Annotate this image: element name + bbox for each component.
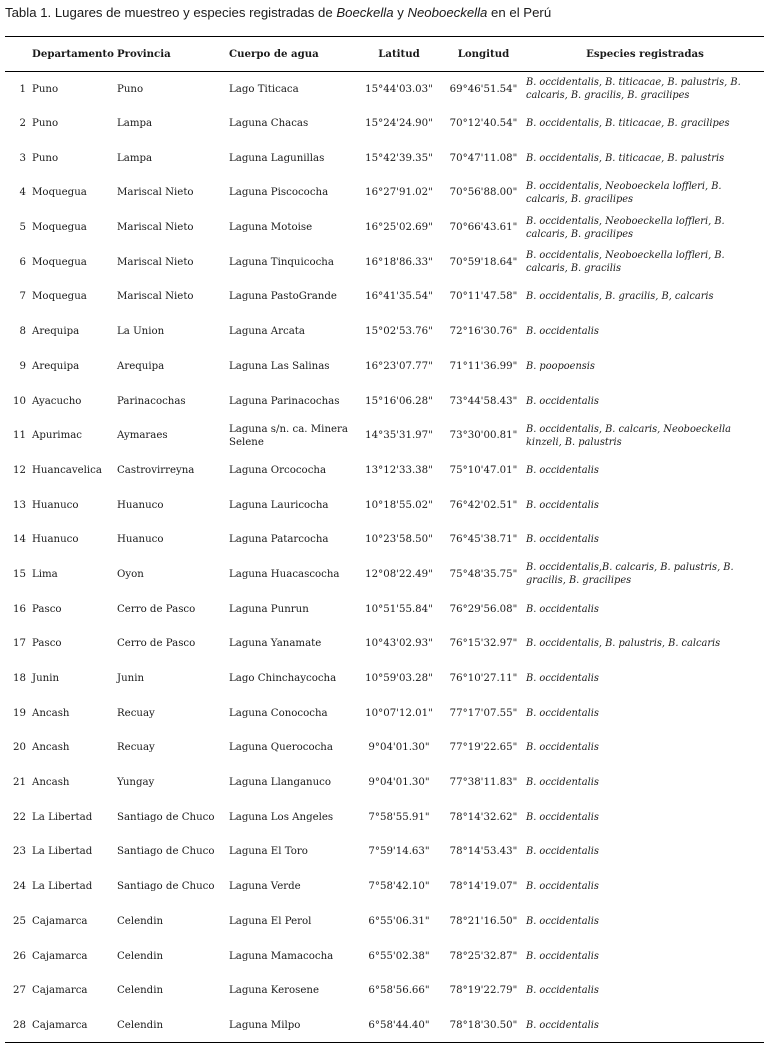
cell-latitud: 6°55'06.31" bbox=[368, 915, 430, 927]
header-longitud: Longitud bbox=[441, 37, 526, 72]
cell-latitud: 14°35'31.97" bbox=[365, 430, 433, 442]
cell-latitud: 15°42'39.35" bbox=[365, 152, 433, 164]
cell-longitud: 77°19'22.65" bbox=[449, 742, 518, 754]
cell-cuerpo-de-agua: Laguna Piscococha bbox=[229, 187, 329, 199]
cell-departamento: Cajamarca bbox=[32, 915, 88, 927]
cell-especies: B. occidentalis bbox=[526, 603, 599, 615]
cell-longitud: 76°10'27.11" bbox=[449, 673, 518, 685]
table-row bbox=[5, 210, 764, 245]
cell-provincia: Celendin bbox=[117, 950, 164, 962]
cell-longitud: 73°44'58.43" bbox=[449, 395, 518, 407]
cell-especies: B. occidentalis bbox=[526, 707, 599, 719]
cell-cuerpo-de-agua: Laguna Arcata bbox=[229, 326, 305, 338]
cell-number: 22 bbox=[13, 811, 26, 823]
cell-especies: B. occidentalis, B. titicacae, B. gracilipes bbox=[526, 118, 730, 130]
cell-departamento: Junin bbox=[32, 673, 60, 685]
cell-latitud: 10°51'55.84" bbox=[365, 603, 433, 615]
cell-cuerpo-de-agua: Laguna El Toro bbox=[229, 846, 308, 858]
cell-number: 6 bbox=[19, 256, 26, 268]
cell-especies: B. occidentalis,B. calcaris, B. palustris, B. gracilis, B. gracilipes bbox=[526, 562, 734, 587]
table-body bbox=[5, 72, 764, 1043]
cell-cuerpo-de-agua: Laguna Los Angeles bbox=[229, 811, 334, 823]
cell-number: 24 bbox=[13, 881, 26, 893]
cell-cuerpo-de-agua: Laguna Motoise bbox=[229, 222, 313, 234]
cell-especies: B. occidentalis bbox=[526, 1008, 764, 1043]
cell-latitud: 7°58'42.10" bbox=[368, 881, 430, 893]
caption-genus-neoboeckella: Neoboeckella bbox=[407, 5, 488, 20]
cell-latitud: 13°12'33.38" bbox=[365, 464, 433, 476]
table-row bbox=[5, 141, 764, 176]
cell-especies: B. occidentalis bbox=[526, 881, 599, 893]
cell-cuerpo-de-agua: Laguna Mamacocha bbox=[229, 950, 334, 962]
cell-departamento: Pasco bbox=[32, 603, 62, 615]
cell-latitud: 7°58'55.91" bbox=[368, 811, 430, 823]
table-row bbox=[5, 453, 764, 488]
cell-longitud: 70°11'47.58" bbox=[449, 291, 518, 303]
cell-cuerpo-de-agua: Laguna Las Salinas bbox=[229, 360, 330, 372]
cell-provincia: Castrovirreyna bbox=[117, 464, 195, 476]
cell-departamento: Pasco bbox=[32, 638, 62, 650]
cell-departamento: Apurimac bbox=[32, 430, 83, 442]
cell-especies: B. occidentalis, Neoboeckella loffleri, B. calcaris, B. gracilis bbox=[526, 250, 725, 275]
cell-especies: B. occidentalis bbox=[526, 846, 599, 858]
cell-provincia: Lampa bbox=[117, 152, 153, 164]
cell-number: 25 bbox=[13, 915, 26, 927]
cell-cuerpo-de-agua: Laguna s/n. ca. Minera Selene bbox=[229, 423, 348, 448]
cell-longitud: 78°21'16.50" bbox=[449, 915, 518, 927]
cell-longitud: 78°18'30.50" bbox=[441, 1008, 526, 1043]
cell-departamento: La Libertad bbox=[32, 846, 93, 858]
cell-provincia: Santiago de Chuco bbox=[117, 881, 215, 893]
cell-departamento: Moquegua bbox=[32, 291, 87, 303]
cell-departamento: Moquegua bbox=[32, 187, 87, 199]
cell-provincia: Celendin bbox=[117, 1008, 229, 1043]
cell-cuerpo-de-agua: Laguna Kerosene bbox=[229, 985, 320, 997]
header-cuerpo-de-agua: Cuerpo de agua bbox=[229, 37, 357, 72]
cell-number: 26 bbox=[13, 950, 26, 962]
table-row bbox=[5, 661, 764, 696]
cell-provincia: Cerro de Pasco bbox=[117, 603, 196, 615]
cell-departamento: Cajamarca bbox=[32, 985, 88, 997]
cell-cuerpo-de-agua: Laguna El Perol bbox=[229, 915, 312, 927]
cell-latitud: 16°41'35.54" bbox=[365, 291, 433, 303]
cell-provincia: Parinacochas bbox=[117, 395, 186, 407]
table-row bbox=[5, 973, 764, 1008]
cell-departamento: Puno bbox=[32, 83, 59, 95]
cell-cuerpo-de-agua: Laguna Patarcocha bbox=[229, 534, 329, 546]
cell-number: 18 bbox=[13, 673, 26, 685]
cell-cuerpo-de-agua: Laguna Chacas bbox=[229, 118, 309, 130]
cell-provincia: Aymaraes bbox=[117, 430, 168, 442]
cell-provincia: Puno bbox=[117, 83, 144, 95]
table-row bbox=[5, 696, 764, 731]
table-row bbox=[5, 106, 764, 141]
header-num bbox=[5, 37, 32, 72]
table-row bbox=[5, 522, 764, 557]
cell-longitud: 70°66'43.61" bbox=[449, 222, 518, 234]
cell-cuerpo-de-agua: Lago Chinchaycocha bbox=[229, 673, 337, 685]
cell-number: 28 bbox=[5, 1008, 32, 1043]
caption-prefix: Tabla 1. Lugares de muestreo y especies registradas de bbox=[5, 5, 337, 20]
cell-cuerpo-de-agua: Laguna Huacascocha bbox=[229, 568, 340, 580]
cell-departamento: Cajamarca bbox=[32, 950, 88, 962]
table-row bbox=[5, 418, 764, 453]
cell-provincia: Oyon bbox=[117, 568, 144, 580]
table-row bbox=[5, 627, 764, 662]
cell-longitud: 69°46'51.54" bbox=[449, 83, 518, 95]
caption-genus-boeckella: Boeckella bbox=[336, 5, 394, 20]
cell-especies: B. occidentalis, Neoboeckela loffleri, B. calcaris, B. gracilipes bbox=[526, 180, 722, 205]
cell-departamento: La Libertad bbox=[32, 881, 93, 893]
cell-longitud: 77°17'07.55" bbox=[449, 707, 518, 719]
cell-cuerpo-de-agua: Laguna Verde bbox=[229, 881, 301, 893]
cell-number: 7 bbox=[19, 291, 26, 303]
cell-number: 13 bbox=[13, 499, 26, 511]
cell-longitud: 76°29'56.08" bbox=[449, 603, 518, 615]
cell-number: 8 bbox=[19, 326, 26, 338]
cell-longitud: 70°12'40.54" bbox=[449, 118, 518, 130]
cell-number: 9 bbox=[19, 360, 26, 372]
cell-provincia: Recuay bbox=[117, 707, 155, 719]
cell-latitud: 6°58'44.40" bbox=[357, 1008, 441, 1043]
cell-departamento: Arequipa bbox=[32, 360, 80, 372]
cell-latitud: 6°55'02.38" bbox=[368, 950, 430, 962]
cell-latitud: 10°59'03.28" bbox=[365, 673, 433, 685]
cell-especies: B. occidentalis bbox=[526, 534, 599, 546]
cell-number: 12 bbox=[13, 464, 26, 476]
cell-especies: B. occidentalis bbox=[526, 326, 599, 338]
cell-number: 15 bbox=[13, 568, 26, 580]
cell-longitud: 78°25'32.87" bbox=[449, 950, 518, 962]
table-row bbox=[5, 939, 764, 974]
cell-latitud: 15°02'53.76" bbox=[365, 326, 433, 338]
table-row bbox=[5, 176, 764, 211]
cell-departamento: Moquegua bbox=[32, 256, 87, 268]
cell-number: 16 bbox=[13, 603, 26, 615]
cell-cuerpo-de-agua: Laguna Lagunillas bbox=[229, 152, 325, 164]
cell-especies: B. occidentalis bbox=[526, 499, 599, 511]
cell-departamento: Ancash bbox=[32, 707, 70, 719]
cell-longitud: 76°45'38.71" bbox=[449, 534, 518, 546]
sampling-sites-table bbox=[5, 36, 764, 1043]
cell-departamento: Puno bbox=[32, 152, 59, 164]
caption-suffix: en el Perú bbox=[487, 5, 552, 20]
cell-provincia: Celendin bbox=[117, 985, 164, 997]
cell-departamento: Ayacucho bbox=[32, 395, 82, 407]
cell-longitud: 78°14'19.07" bbox=[449, 881, 518, 893]
cell-longitud: 76°15'32.97" bbox=[449, 638, 518, 650]
table-row bbox=[5, 731, 764, 766]
cell-especies: B. occidentalis bbox=[526, 395, 599, 407]
table-row bbox=[5, 765, 764, 800]
cell-especies: B. occidentalis, B. gracilis, B, calcaris bbox=[526, 291, 714, 303]
cell-departamento: Puno bbox=[32, 118, 59, 130]
cell-number: 20 bbox=[13, 742, 26, 754]
cell-latitud: 15°16'06.28" bbox=[365, 395, 433, 407]
cell-provincia: Mariscal Nieto bbox=[117, 187, 194, 199]
cell-provincia: Mariscal Nieto bbox=[117, 291, 194, 303]
cell-provincia: Santiago de Chuco bbox=[117, 846, 215, 858]
cell-cuerpo-de-agua: Laguna Querococha bbox=[229, 742, 333, 754]
header-especies: Especies registradas bbox=[526, 37, 764, 72]
cell-longitud: 77°38'11.83" bbox=[449, 777, 518, 789]
table-row bbox=[5, 349, 764, 384]
cell-number: 14 bbox=[13, 534, 26, 546]
cell-latitud: 10°23'58.50" bbox=[365, 534, 433, 546]
cell-provincia: Lampa bbox=[117, 118, 153, 130]
cell-provincia: Arequipa bbox=[117, 360, 165, 372]
cell-latitud: 15°24'24.90" bbox=[365, 118, 433, 130]
cell-number: 19 bbox=[13, 707, 26, 719]
cell-number: 1 bbox=[19, 83, 26, 95]
cell-latitud: 6°58'56.66" bbox=[368, 985, 430, 997]
cell-provincia: Huanuco bbox=[117, 499, 164, 511]
cell-latitud: 12°08'22.49" bbox=[365, 568, 433, 580]
table-row bbox=[5, 314, 764, 349]
cell-latitud: 7°59'14.63" bbox=[368, 846, 430, 858]
cell-latitud: 16°23'07.77" bbox=[365, 360, 433, 372]
cell-provincia: Mariscal Nieto bbox=[117, 256, 194, 268]
cell-cuerpo-de-agua: Laguna Parinacochas bbox=[229, 395, 340, 407]
cell-especies: B. occidentalis bbox=[526, 464, 599, 476]
cell-longitud: 73°30'00.81" bbox=[449, 430, 518, 442]
cell-longitud: 75°10'47.01" bbox=[449, 464, 518, 476]
cell-especies: B. occidentalis, Neoboeckella loffleri, B. calcaris, B. gracilipes bbox=[526, 215, 725, 240]
cell-latitud: 16°18'86.33" bbox=[365, 256, 433, 268]
cell-especies: B. occidentalis bbox=[526, 985, 599, 997]
cell-especies: B. occidentalis, B. titicacae, B. palustris bbox=[526, 152, 725, 164]
cell-provincia: Mariscal Nieto bbox=[117, 222, 194, 234]
cell-longitud: 72°16'30.76" bbox=[449, 326, 518, 338]
cell-longitud: 76°42'02.51" bbox=[449, 499, 518, 511]
cell-provincia: Cerro de Pasco bbox=[117, 638, 196, 650]
cell-latitud: 9°04'01.30" bbox=[368, 742, 430, 754]
cell-cuerpo-de-agua: Laguna Lauricocha bbox=[229, 499, 329, 511]
cell-number: 23 bbox=[13, 846, 26, 858]
cell-especies: B. occidentalis bbox=[526, 950, 599, 962]
table-row bbox=[5, 1008, 764, 1043]
cell-latitud: 10°07'12.01" bbox=[365, 707, 433, 719]
cell-number: 5 bbox=[19, 222, 26, 234]
header-provincia: Provincia bbox=[117, 37, 229, 72]
cell-especies: B. occidentalis, B. calcaris, Neoboeckella kinzeli, B. palustris bbox=[526, 423, 731, 448]
cell-departamento: Lima bbox=[32, 568, 58, 580]
cell-latitud: 15°44'03.03" bbox=[365, 83, 433, 95]
cell-especies: B. occidentalis bbox=[526, 811, 599, 823]
cell-provincia: Junin bbox=[117, 673, 145, 685]
cell-cuerpo-de-agua: Laguna PastoGrande bbox=[229, 291, 337, 303]
table-row bbox=[5, 904, 764, 939]
table-header-row bbox=[5, 37, 764, 72]
cell-longitud: 78°19'22.79" bbox=[449, 985, 518, 997]
cell-latitud: 16°25'02.69" bbox=[365, 222, 433, 234]
cell-cuerpo-de-agua: Laguna Yanamate bbox=[229, 638, 322, 650]
cell-cuerpo-de-agua: Laguna Orcococha bbox=[229, 464, 327, 476]
cell-latitud: 10°43'02.93" bbox=[365, 638, 433, 650]
cell-cuerpo-de-agua: Laguna Tinquicocha bbox=[229, 256, 334, 268]
cell-number: 4 bbox=[19, 187, 26, 199]
cell-provincia: Huanuco bbox=[117, 534, 164, 546]
cell-especies: B. poopoensis bbox=[526, 360, 595, 372]
cell-departamento: Cajamarca bbox=[32, 1008, 117, 1043]
cell-provincia: Santiago de Chuco bbox=[117, 811, 215, 823]
cell-number: 17 bbox=[13, 638, 26, 650]
header-departamento: Departamento bbox=[32, 37, 117, 72]
cell-number: 3 bbox=[19, 152, 26, 164]
cell-longitud: 71°11'36.99" bbox=[449, 360, 518, 372]
cell-longitud: 78°14'53.43" bbox=[449, 846, 518, 858]
cell-cuerpo-de-agua: Lago Titicaca bbox=[229, 83, 299, 95]
cell-especies: B. occidentalis bbox=[526, 742, 599, 754]
cell-departamento: Huanuco bbox=[32, 534, 79, 546]
cell-departamento: Ancash bbox=[32, 777, 70, 789]
table-row bbox=[5, 488, 764, 523]
cell-departamento: La Libertad bbox=[32, 811, 93, 823]
table-row bbox=[5, 800, 764, 835]
cell-provincia: Celendin bbox=[117, 915, 164, 927]
cell-number: 11 bbox=[13, 430, 26, 442]
cell-departamento: Huancavelica bbox=[32, 464, 102, 476]
cell-departamento: Huanuco bbox=[32, 499, 79, 511]
cell-longitud: 70°56'88.00" bbox=[449, 187, 518, 199]
cell-latitud: 10°18'55.02" bbox=[365, 499, 433, 511]
cell-cuerpo-de-agua: Laguna Punrun bbox=[229, 603, 309, 615]
header-latitud: Latitud bbox=[357, 37, 441, 72]
cell-longitud: 78°14'32.62" bbox=[449, 811, 518, 823]
table-row bbox=[5, 280, 764, 315]
cell-number: 10 bbox=[13, 395, 26, 407]
cell-provincia: Yungay bbox=[117, 777, 155, 789]
cell-cuerpo-de-agua: Laguna Milpo bbox=[229, 1008, 357, 1043]
table-row bbox=[5, 245, 764, 280]
cell-cuerpo-de-agua: Laguna Llanganuco bbox=[229, 777, 332, 789]
cell-number: 27 bbox=[13, 985, 26, 997]
cell-especies: B. occidentalis, B. titicacae, B. palustris, B. calcaris, B. gracilis, B. gracilipes bbox=[526, 77, 741, 102]
cell-latitud: 9°04'01.30" bbox=[368, 777, 430, 789]
table-row bbox=[5, 557, 764, 592]
cell-departamento: Arequipa bbox=[32, 326, 80, 338]
cell-provincia: La Union bbox=[117, 326, 165, 338]
table-caption bbox=[5, 4, 551, 22]
table-row bbox=[5, 592, 764, 627]
cell-provincia: Recuay bbox=[117, 742, 155, 754]
table-row bbox=[5, 869, 764, 904]
cell-especies: B. occidentalis, B. palustris, B. calcaris bbox=[526, 638, 721, 650]
table-row bbox=[5, 72, 764, 107]
cell-number: 2 bbox=[19, 118, 26, 130]
cell-latitud: 16°27'91.02" bbox=[365, 187, 433, 199]
cell-cuerpo-de-agua: Laguna Conococha bbox=[229, 707, 328, 719]
cell-especies: B. occidentalis bbox=[526, 673, 599, 685]
cell-longitud: 70°47'11.08" bbox=[449, 152, 518, 164]
cell-departamento: Ancash bbox=[32, 742, 70, 754]
cell-longitud: 75°48'35.75" bbox=[449, 568, 518, 580]
table-row bbox=[5, 384, 764, 419]
cell-departamento: Moquegua bbox=[32, 222, 87, 234]
table-row bbox=[5, 835, 764, 870]
cell-number: 21 bbox=[13, 777, 26, 789]
cell-especies: B. occidentalis bbox=[526, 777, 599, 789]
cell-especies: B. occidentalis bbox=[526, 915, 599, 927]
caption-mid: y bbox=[393, 5, 408, 20]
cell-longitud: 70°59'18.64" bbox=[449, 256, 518, 268]
